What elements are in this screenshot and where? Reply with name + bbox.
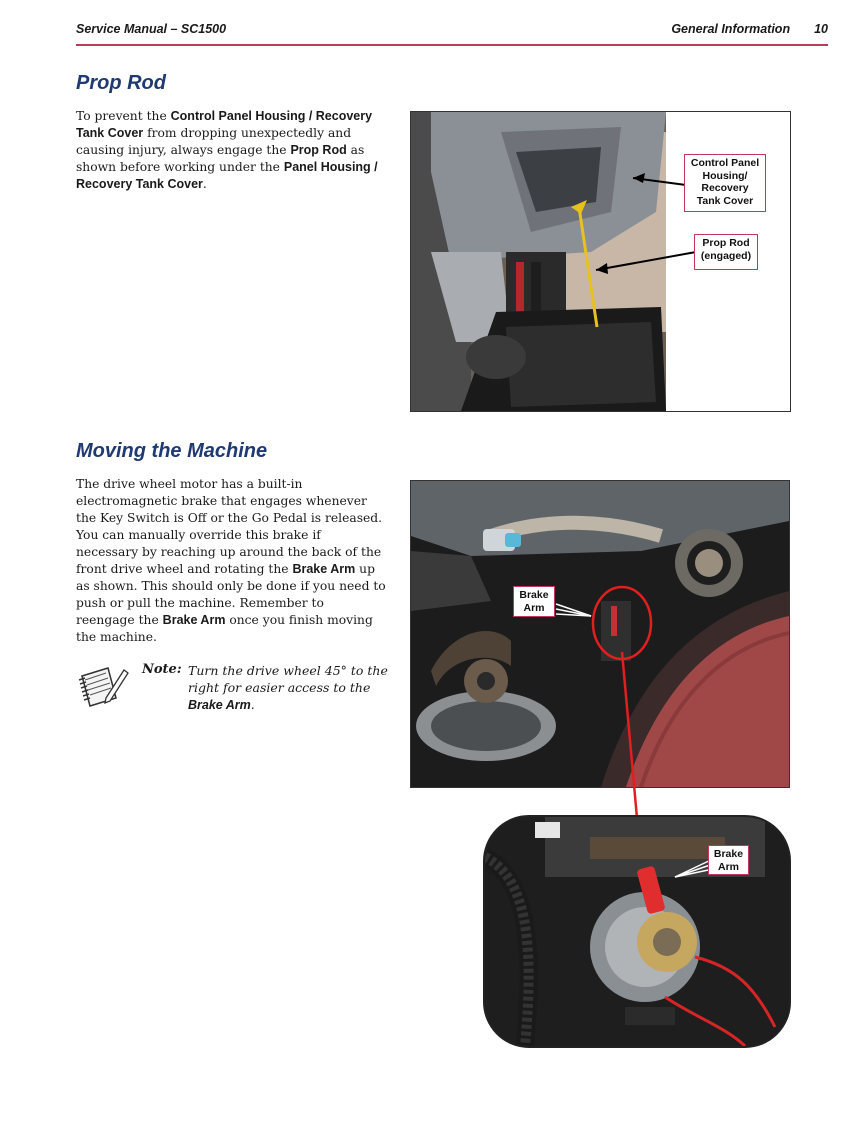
manual-title: Service Manual – SC1500	[76, 22, 227, 36]
callout-housing: Control Panel Housing/ Recovery Tank Cover	[684, 154, 766, 212]
brake-arm-photo	[410, 480, 790, 788]
callout-brake-arm-1: Brake Arm	[513, 586, 555, 617]
note-label: Note:	[142, 662, 182, 677]
moving-heading: Moving the Machine	[76, 440, 268, 462]
moving-paragraph: The drive wheel motor has a built-in electromagnetic brake that engages whenever the Key Switch is Off or the Go Pedal is released. You can manually override this brake if necessary by reaching up around the back of the front drive wheel and rotating the Brake Arm up as shown. This should only be done if you need to push or pull the machine. Remember to reengage the Brake Arm once you finish moving the machine.	[76, 477, 386, 644]
section-name: General Information	[671, 22, 791, 36]
connector-line	[620, 650, 644, 820]
page-header	[76, 22, 828, 46]
note-text: Turn the drive wheel 45° to the right for easier access to the Brake Arm.	[188, 663, 388, 712]
note-pad-icon	[76, 662, 130, 712]
callout-brake-arm-2: Brake Arm	[708, 845, 749, 875]
brake-arm-illustration	[411, 481, 789, 787]
prop-rod-heading: Prop Rod	[76, 72, 166, 94]
prop-rod-paragraph: To prevent the Control Panel Housing / Recovery Tank Cover from dropping unexpectedly and causing injury, always engage the Prop Rod as shown before working under the Panel Housing / Recovery Tank Cover.	[76, 109, 378, 191]
callout-prop-rod: Prop Rod (engaged)	[694, 234, 758, 270]
section-title	[671, 22, 828, 36]
page-number: 10	[814, 22, 828, 36]
